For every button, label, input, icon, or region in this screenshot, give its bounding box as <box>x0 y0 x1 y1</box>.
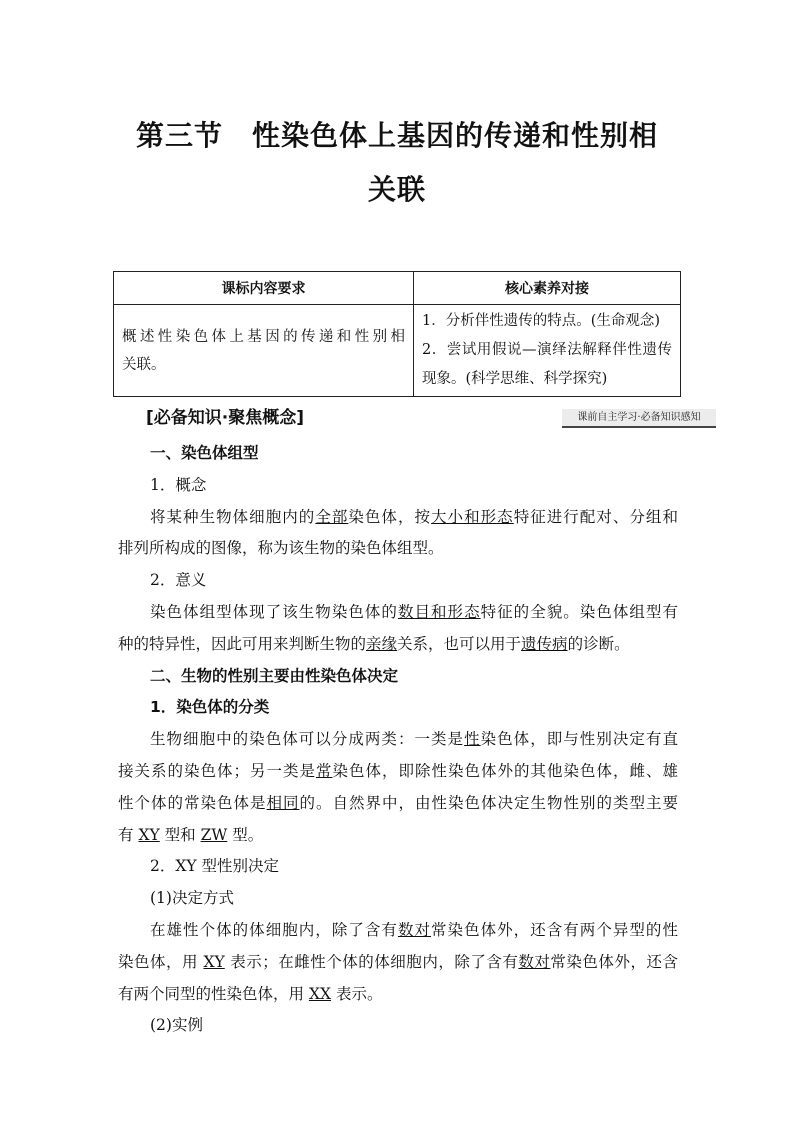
paragraph-line: 染色体，用 XY 表示；在雌性个体的体细胞内，除了含有数对常染色体外，还含 <box>118 952 678 971</box>
paragraph-line: 有 XY 型和 ZW 型。 <box>118 825 264 844</box>
paragraph-line: 在雄性个体的体细胞内，除了含有数对常染色体外，还含有两个异型的性 <box>150 920 678 939</box>
requirements-cell <box>114 305 414 397</box>
requirements-line: 概述性染色体上基因的传递和性别相 <box>122 328 405 345</box>
paragraph-line: 接关系的染色体；另一类是常染色体，即除性染色体外的其他染色体，雌、雄 <box>118 761 678 780</box>
competency-item: 2．尝试用假说—演绎法解释伴性遗传 <box>422 342 672 358</box>
paragraph-line: 生物细胞中的染色体可以分成两类：一类是性染色体，即与性别决定有直 <box>150 730 678 749</box>
table-header-competencies: 核心素养对接 <box>414 272 681 305</box>
subheading: 2．意义 <box>150 571 207 590</box>
subheading: (1)决定方式 <box>150 889 234 908</box>
paragraph-line: 将某种生物体细胞内的全部染色体，按大小和形态特征进行配对、分组和 <box>150 507 678 526</box>
paragraph-line: 排列所构成的图像，称为该生物的染色体组型。 <box>118 539 444 558</box>
table-header-requirements: 课标内容要求 <box>114 272 414 305</box>
competency-item: 现象。(科学思维、科学探究) <box>422 371 608 387</box>
page-title-line1: 第三节 性染色体上基因的传递和性别相 <box>135 119 658 152</box>
table-header-row <box>114 272 681 305</box>
table-row <box>114 305 681 397</box>
subheading: 2．XY 型性别决定 <box>150 857 280 876</box>
heading-1: 一、染色体组型 <box>150 444 259 462</box>
paragraph-line: 染色体组型体现了该生物染色体的数目和形态特征的全貌。染色体组型有 <box>150 602 678 621</box>
page-title-line2: 关联 <box>367 173 426 206</box>
competency-item: 1．分析伴性遗传的特点。(生命观念) <box>422 313 661 329</box>
paragraph-line: 种的特异性，因此可用来判断生物的亲缘关系，也可以用于遗传病的诊断。 <box>118 634 630 653</box>
subheading: 1．染色体的分类 <box>150 698 270 717</box>
subheading: (2)实例 <box>150 1016 203 1035</box>
main-content <box>118 438 678 1042</box>
curriculum-table <box>113 271 681 397</box>
subheading: 1．概念 <box>150 475 207 494</box>
paragraph-line: 有两个同型的性染色体，用 XX 表示。 <box>118 984 383 1003</box>
heading-2: 二、生物的性别主要由性染色体决定 <box>150 666 399 685</box>
section-heading: [必备知识·聚焦概念] <box>146 408 304 428</box>
competencies-cell <box>414 305 681 397</box>
requirements-line: 关联。 <box>122 356 166 373</box>
paragraph-line: 性个体的常染色体是相同的。自然界中，由性染色体决定生物性别的类型主要 <box>118 793 678 812</box>
section-tag: 课前自主学习·必备知识感知 <box>562 409 716 428</box>
